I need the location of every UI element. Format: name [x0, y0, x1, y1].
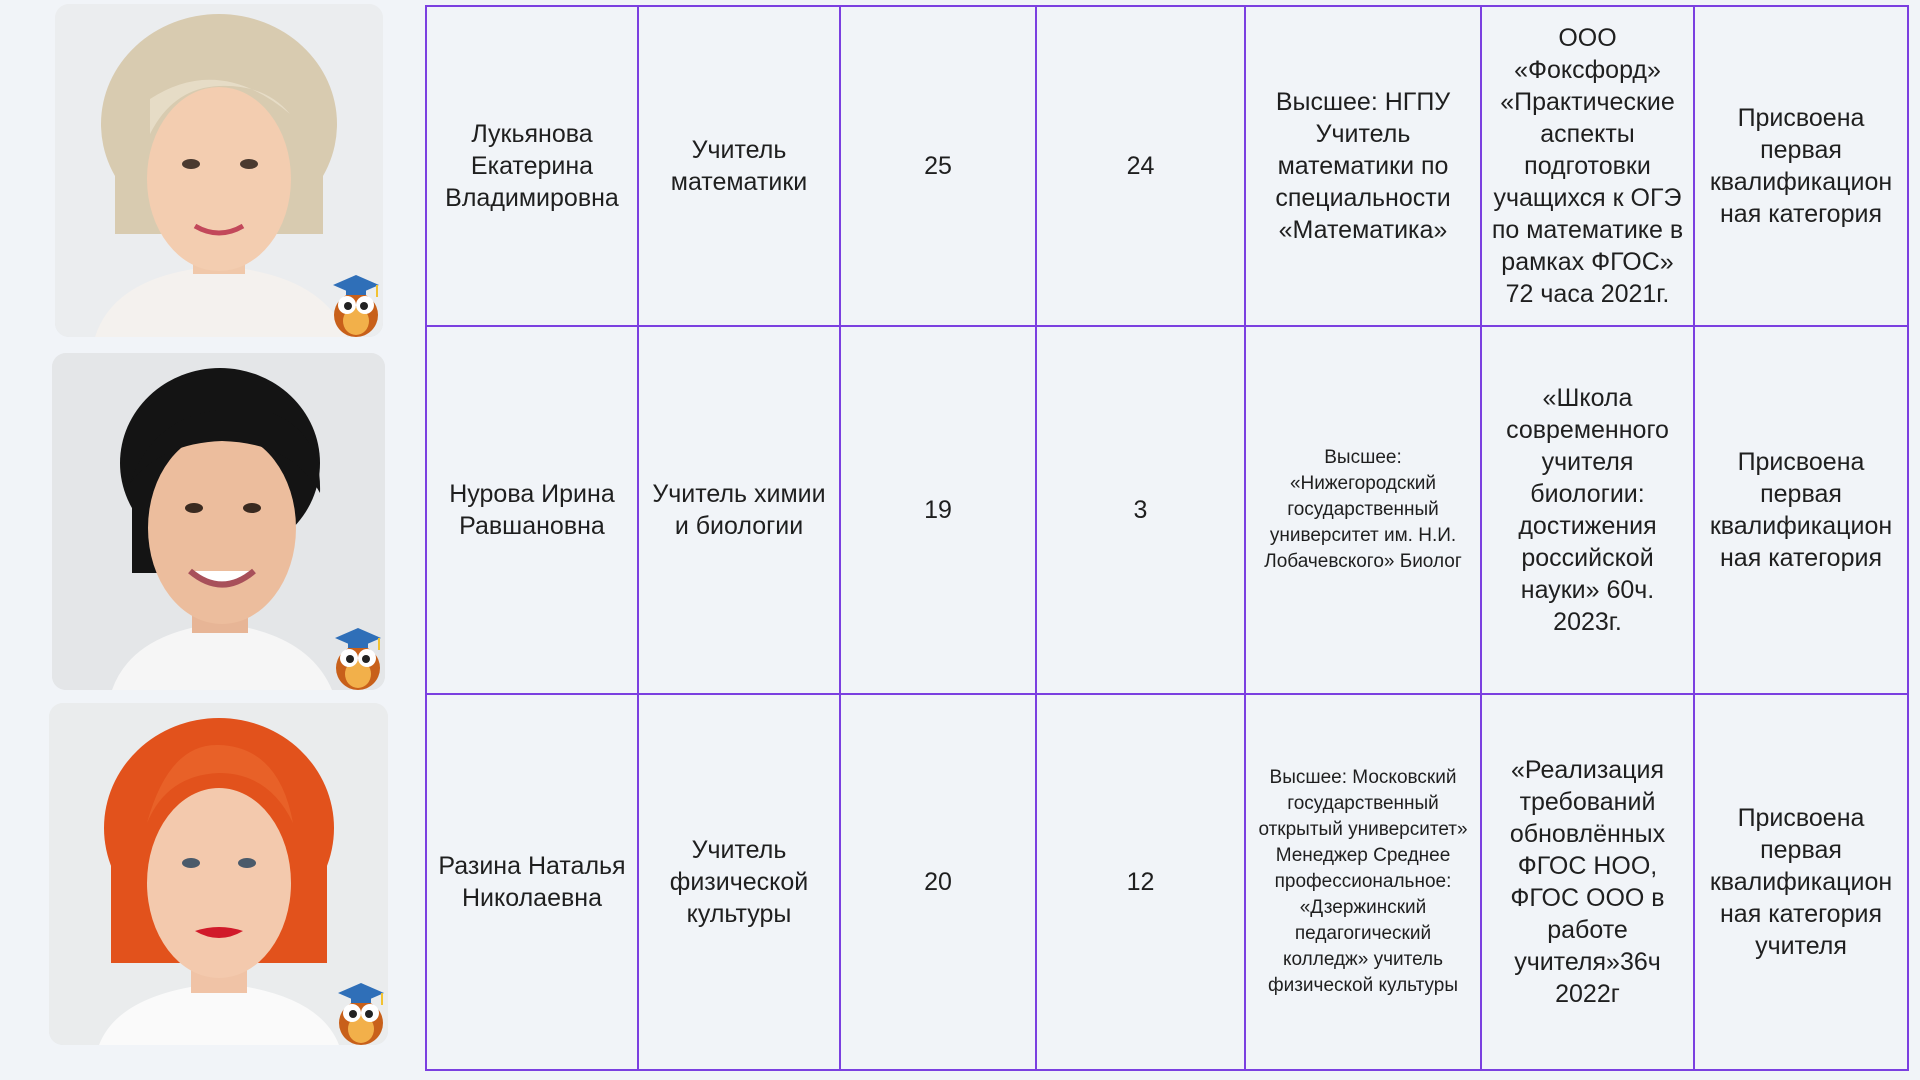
- table-row: [426, 6, 1908, 326]
- total-experience-cell: 20: [840, 694, 1036, 1070]
- training-cell: «Реализация требований обновлённых ФГОС НОО, ФГОС ООО в работе учителя»36ч 2022г: [1481, 694, 1694, 1070]
- total-experience-cell: 25: [840, 6, 1036, 326]
- owl-graduate-icon: [329, 265, 383, 337]
- teacher-name-cell: Лукьянова Екатерина Владимировна: [426, 6, 638, 326]
- category-cell: Присвоена первая квалификацион ная категория учителя: [1694, 694, 1908, 1070]
- education-cell: Высшее: «Нижегородский государственный университет им. Н.И. Лобачевского» Биолог: [1245, 326, 1481, 694]
- education-cell: Высшее: Московский государственный открытый университет» Менеджер Среднее профессиональное: «Дзержинский педагогический колледж» учитель физической культуры: [1245, 694, 1481, 1070]
- category-cell: Присвоена первая квалификацион ная категория: [1694, 326, 1908, 694]
- category-cell: Присвоена первая квалификацион ная категория: [1694, 6, 1908, 326]
- position-cell: Учитель математики: [638, 6, 840, 326]
- education-cell: Высшее: НГПУ Учитель математики по специальности «Математика»: [1245, 6, 1481, 326]
- owl-graduate-icon: [334, 973, 388, 1045]
- teaching-experience-cell: 24: [1036, 6, 1245, 326]
- training-cell: «Школа современного учителя биологии: достижения российской науки» 60ч. 2023г.: [1481, 326, 1694, 694]
- teacher-name-cell: Разина Наталья Николаевна: [426, 694, 638, 1070]
- photo-column: [0, 0, 420, 1080]
- total-experience-cell: 19: [840, 326, 1036, 694]
- teaching-experience-cell: 12: [1036, 694, 1245, 1070]
- teacher-name-cell: Нурова Ирина Равшановна: [426, 326, 638, 694]
- table-row: [426, 694, 1908, 1070]
- position-cell: Учитель химии и биологии: [638, 326, 840, 694]
- table-row: [426, 326, 1908, 694]
- teacher-photo: [55, 4, 383, 337]
- teacher-photo: [52, 353, 385, 690]
- teacher-photo: [49, 703, 388, 1045]
- staff-table: [425, 5, 1909, 1071]
- teaching-experience-cell: 3: [1036, 326, 1245, 694]
- position-cell: Учитель физической культуры: [638, 694, 840, 1070]
- owl-graduate-icon: [331, 618, 385, 690]
- training-cell: ООО «Фоксфорд» «Практические аспекты подготовки учащихся к ОГЭ по математике в рамках ФГОС» 72 часа 2021г.: [1481, 6, 1694, 326]
